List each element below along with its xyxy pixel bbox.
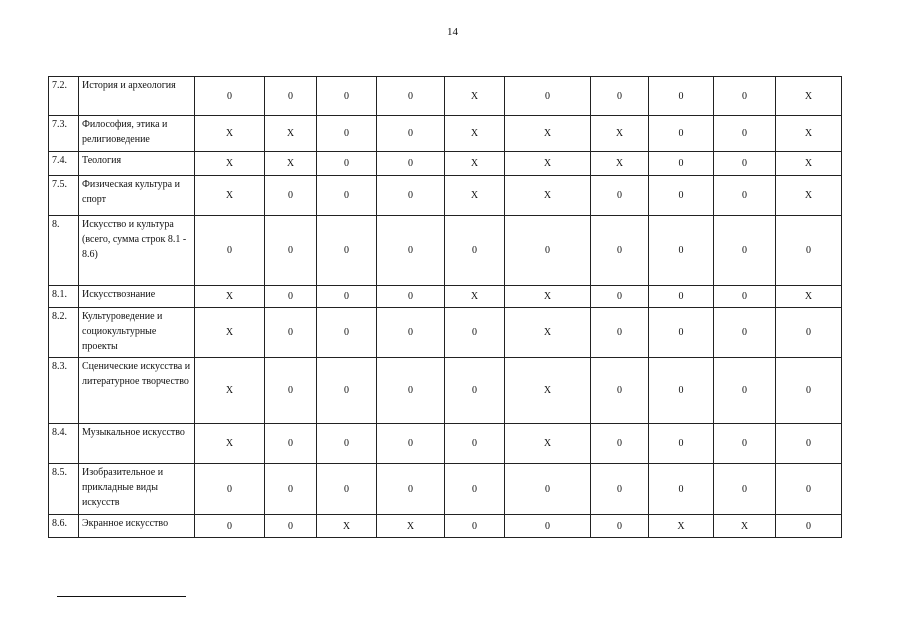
cell-value: 0 bbox=[505, 515, 591, 538]
cell-value: 0 bbox=[649, 464, 714, 515]
cell-value: 0 bbox=[649, 152, 714, 176]
cell-value: X bbox=[776, 77, 842, 116]
cell-value: 0 bbox=[714, 464, 776, 515]
cell-value: 0 bbox=[195, 216, 265, 286]
cell-value: 0 bbox=[377, 216, 445, 286]
cell-value: 0 bbox=[265, 216, 317, 286]
cell-value: 0 bbox=[317, 152, 377, 176]
cell-value: 0 bbox=[714, 176, 776, 216]
cell-value: 0 bbox=[265, 464, 317, 515]
cell-value: X bbox=[445, 77, 505, 116]
cell-value: 0 bbox=[377, 286, 445, 308]
cell-value: X bbox=[195, 424, 265, 464]
cell-value: X bbox=[505, 358, 591, 424]
row-code: 8.4. bbox=[49, 424, 79, 464]
cell-value: X bbox=[195, 116, 265, 152]
cell-value: 0 bbox=[317, 77, 377, 116]
cell-value: 0 bbox=[445, 358, 505, 424]
table-row bbox=[49, 308, 842, 358]
cell-value: 0 bbox=[776, 515, 842, 538]
row-code: 7.3. bbox=[49, 116, 79, 152]
cell-value: 0 bbox=[649, 286, 714, 308]
table-row bbox=[49, 424, 842, 464]
table-row bbox=[49, 464, 842, 515]
cell-value: X bbox=[505, 152, 591, 176]
cell-value: 0 bbox=[649, 116, 714, 152]
cell-value: 0 bbox=[505, 216, 591, 286]
cell-value: 0 bbox=[265, 358, 317, 424]
row-name: Искусство и культура (всего, сумма строк 8.1 - 8.6) bbox=[79, 216, 195, 286]
cell-value: X bbox=[776, 116, 842, 152]
cell-value: X bbox=[505, 424, 591, 464]
cell-value: 0 bbox=[195, 464, 265, 515]
cell-value: 0 bbox=[317, 116, 377, 152]
row-code: 8.5. bbox=[49, 464, 79, 515]
row-code: 8.2. bbox=[49, 308, 79, 358]
cell-value: X bbox=[505, 176, 591, 216]
row-name: Физическая культура и спорт bbox=[79, 176, 195, 216]
table-row bbox=[49, 216, 842, 286]
cell-value: 0 bbox=[649, 77, 714, 116]
row-name: Искусствознание bbox=[79, 286, 195, 308]
cell-value: 0 bbox=[649, 176, 714, 216]
row-name: Экранное искусство bbox=[79, 515, 195, 538]
table-row bbox=[49, 152, 842, 176]
cell-value: X bbox=[265, 116, 317, 152]
cell-value: 0 bbox=[265, 424, 317, 464]
cell-value: 0 bbox=[776, 424, 842, 464]
cell-value: X bbox=[505, 116, 591, 152]
cell-value: 0 bbox=[317, 358, 377, 424]
cell-value: 0 bbox=[317, 464, 377, 515]
cell-value: 0 bbox=[714, 358, 776, 424]
cell-value: 0 bbox=[714, 152, 776, 176]
cell-value: X bbox=[776, 152, 842, 176]
cell-value: 0 bbox=[265, 77, 317, 116]
cell-value: 0 bbox=[265, 515, 317, 538]
cell-value: 0 bbox=[776, 216, 842, 286]
cell-value: 0 bbox=[317, 176, 377, 216]
cell-value: X bbox=[195, 358, 265, 424]
cell-value: 0 bbox=[649, 424, 714, 464]
cell-value: 0 bbox=[591, 176, 649, 216]
cell-value: X bbox=[195, 176, 265, 216]
cell-value: X bbox=[445, 286, 505, 308]
cell-value: 0 bbox=[591, 358, 649, 424]
cell-value: 0 bbox=[377, 77, 445, 116]
cell-value: 0 bbox=[591, 515, 649, 538]
cell-value: X bbox=[649, 515, 714, 538]
table-row bbox=[49, 286, 842, 308]
cell-value: 0 bbox=[377, 424, 445, 464]
row-code: 8.3. bbox=[49, 358, 79, 424]
cell-value: 0 bbox=[317, 424, 377, 464]
cell-value: X bbox=[776, 176, 842, 216]
cell-value: 0 bbox=[377, 116, 445, 152]
table-row bbox=[49, 77, 842, 116]
cell-value: 0 bbox=[445, 216, 505, 286]
row-name: История и археология bbox=[79, 77, 195, 116]
cell-value: 0 bbox=[714, 424, 776, 464]
cell-value: 0 bbox=[377, 176, 445, 216]
cell-value: 0 bbox=[776, 358, 842, 424]
row-name: Сценические искусства и литературное творчество bbox=[79, 358, 195, 424]
cell-value: X bbox=[195, 286, 265, 308]
table-body bbox=[49, 77, 842, 538]
cell-value: 0 bbox=[591, 216, 649, 286]
cell-value: X bbox=[445, 176, 505, 216]
cell-value: X bbox=[195, 308, 265, 358]
cell-value: 0 bbox=[776, 308, 842, 358]
cell-value: 0 bbox=[649, 308, 714, 358]
cell-value: 0 bbox=[317, 286, 377, 308]
cell-value: X bbox=[265, 152, 317, 176]
cell-value: 0 bbox=[445, 308, 505, 358]
cell-value: 0 bbox=[317, 216, 377, 286]
cell-value: 0 bbox=[377, 308, 445, 358]
cell-value: X bbox=[776, 286, 842, 308]
cell-value: X bbox=[195, 152, 265, 176]
cell-value: 0 bbox=[505, 77, 591, 116]
cell-value: X bbox=[445, 152, 505, 176]
cell-value: 0 bbox=[317, 308, 377, 358]
row-name: Теология bbox=[79, 152, 195, 176]
row-name: Музыкальное искусство bbox=[79, 424, 195, 464]
table-row bbox=[49, 358, 842, 424]
row-name: Философия, этика и религиоведение bbox=[79, 116, 195, 152]
cell-value: 0 bbox=[649, 216, 714, 286]
cell-value: 0 bbox=[377, 358, 445, 424]
cell-value: X bbox=[591, 116, 649, 152]
cell-value: 0 bbox=[591, 464, 649, 515]
cell-value: 0 bbox=[505, 464, 591, 515]
table-row bbox=[49, 116, 842, 152]
cell-value: X bbox=[505, 308, 591, 358]
cell-value: 0 bbox=[591, 77, 649, 116]
cell-value: 0 bbox=[445, 515, 505, 538]
cell-value: X bbox=[377, 515, 445, 538]
cell-value: X bbox=[714, 515, 776, 538]
cell-value: 0 bbox=[776, 464, 842, 515]
row-code: 8. bbox=[49, 216, 79, 286]
cell-value: 0 bbox=[445, 424, 505, 464]
row-code: 7.2. bbox=[49, 77, 79, 116]
row-name: Изобразительное и прикладные виды искусств bbox=[79, 464, 195, 515]
cell-value: X bbox=[591, 152, 649, 176]
cell-value: X bbox=[445, 116, 505, 152]
cell-value: 0 bbox=[445, 464, 505, 515]
cell-value: 0 bbox=[649, 358, 714, 424]
cell-value: 0 bbox=[714, 116, 776, 152]
row-code: 7.4. bbox=[49, 152, 79, 176]
data-table bbox=[48, 76, 842, 538]
cell-value: 0 bbox=[591, 424, 649, 464]
row-code: 8.6. bbox=[49, 515, 79, 538]
cell-value: 0 bbox=[265, 308, 317, 358]
cell-value: 0 bbox=[195, 77, 265, 116]
page-number: 14 bbox=[447, 26, 458, 38]
table-row bbox=[49, 176, 842, 216]
cell-value: 0 bbox=[714, 308, 776, 358]
cell-value: 0 bbox=[591, 308, 649, 358]
cell-value: 0 bbox=[714, 286, 776, 308]
cell-value: X bbox=[317, 515, 377, 538]
cell-value: 0 bbox=[714, 216, 776, 286]
cell-value: 0 bbox=[714, 77, 776, 116]
cell-value: X bbox=[505, 286, 591, 308]
row-name: Культуроведение и социокультурные проекты bbox=[79, 308, 195, 358]
row-code: 8.1. bbox=[49, 286, 79, 308]
cell-value: 0 bbox=[265, 286, 317, 308]
cell-value: 0 bbox=[265, 176, 317, 216]
table-row bbox=[49, 515, 842, 538]
row-code: 7.5. bbox=[49, 176, 79, 216]
footnote-rule bbox=[57, 596, 186, 597]
cell-value: 0 bbox=[377, 152, 445, 176]
cell-value: 0 bbox=[195, 515, 265, 538]
cell-value: 0 bbox=[377, 464, 445, 515]
cell-value: 0 bbox=[591, 286, 649, 308]
